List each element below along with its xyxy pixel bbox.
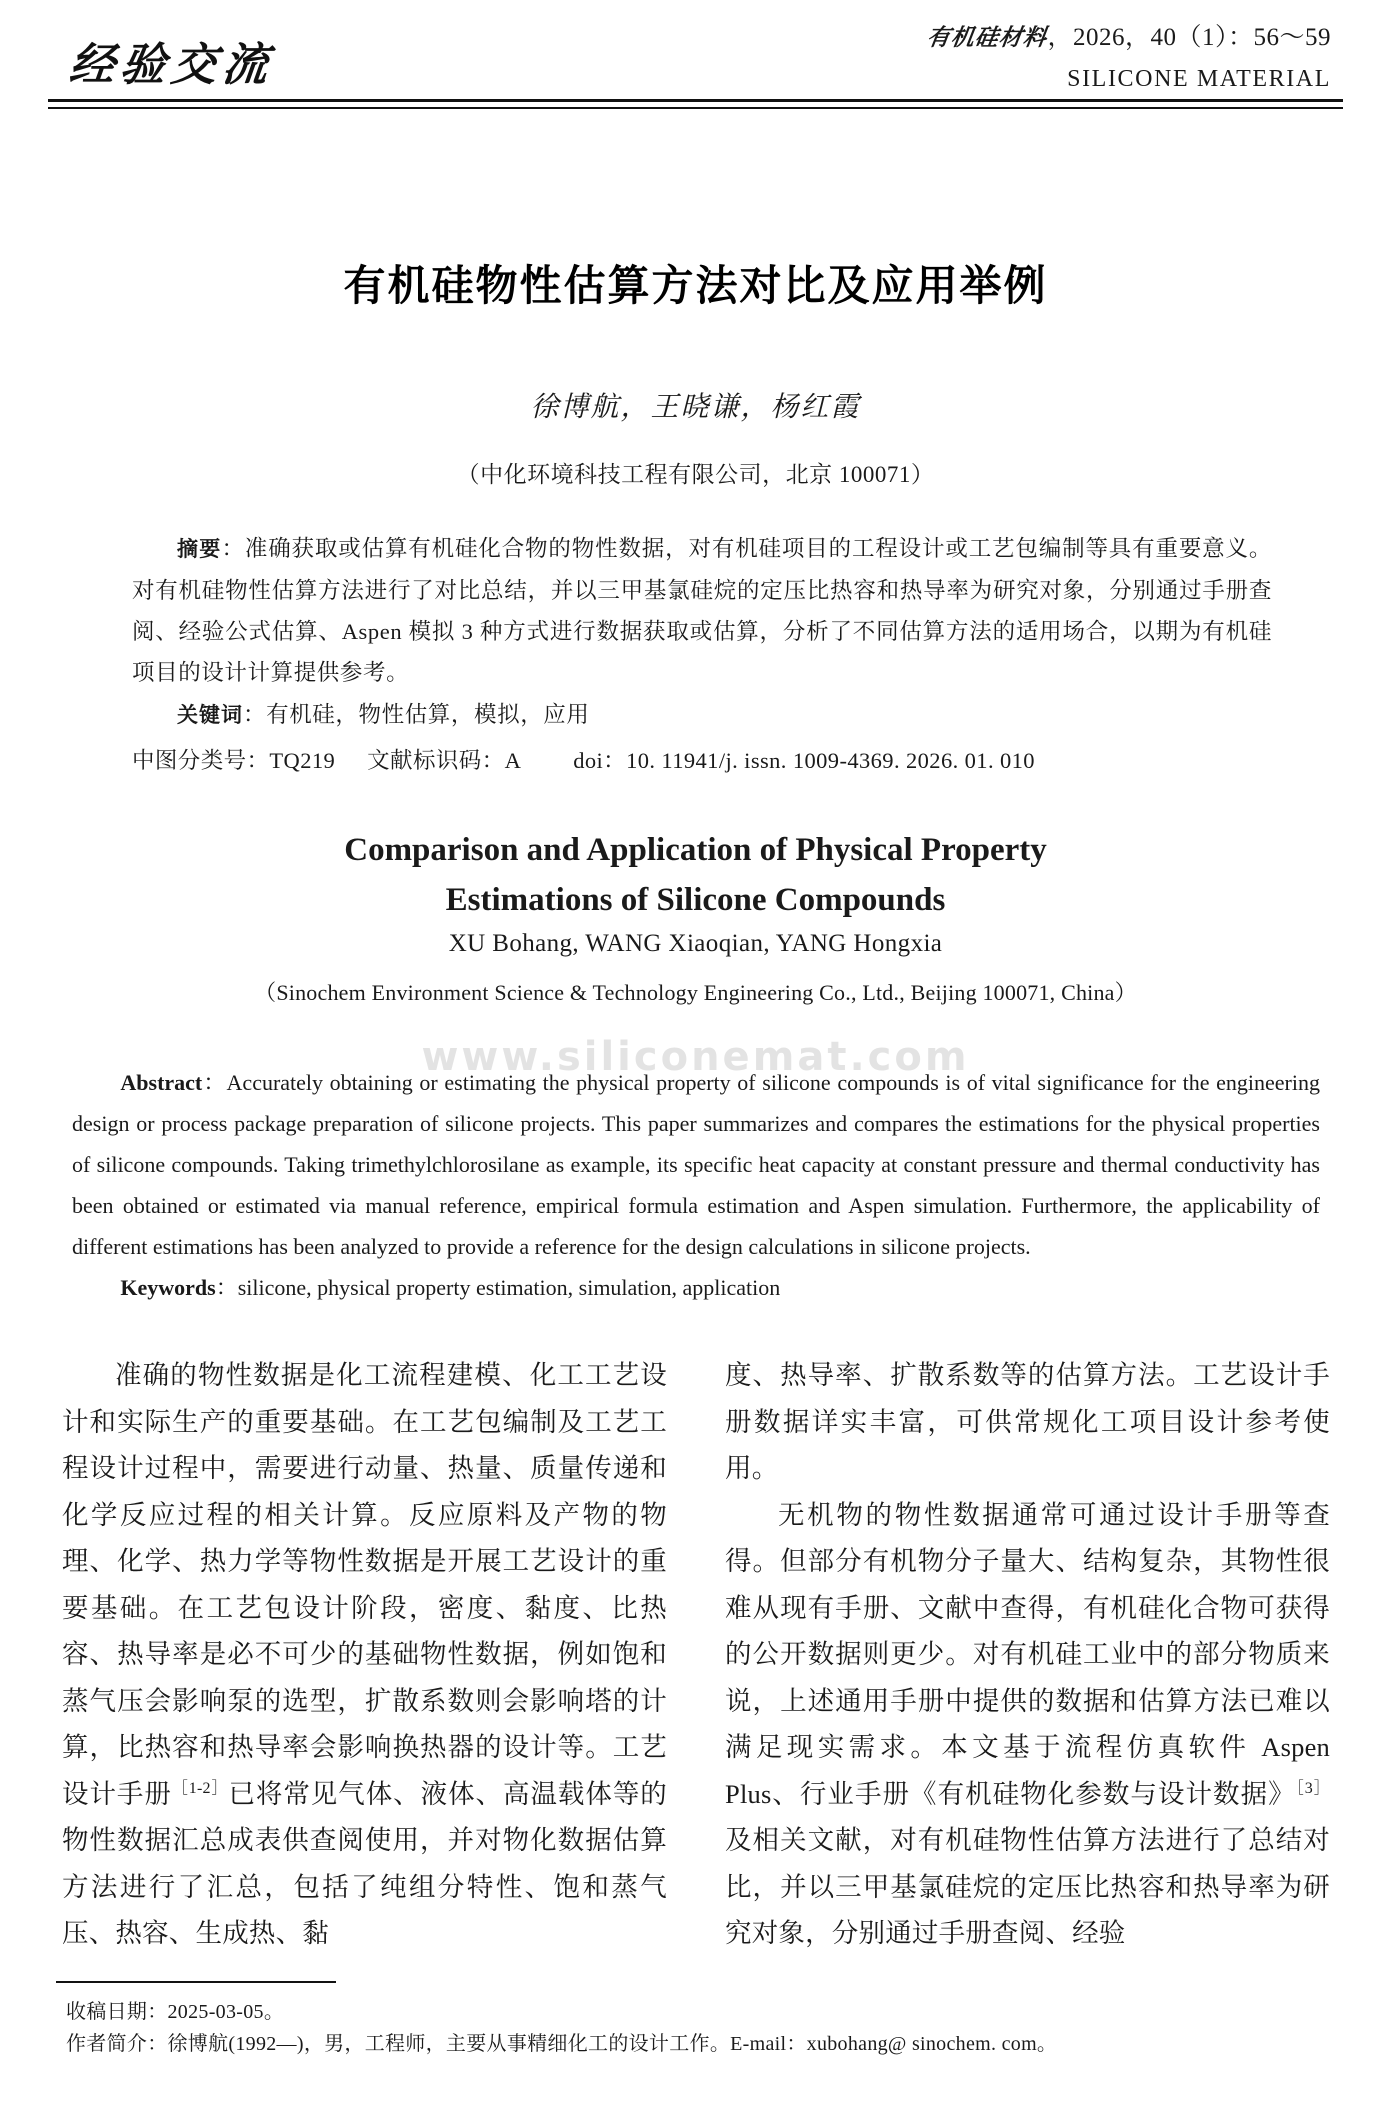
doc-code-value: A (504, 748, 522, 773)
abstract-label-en: Abstract (120, 1070, 203, 1095)
keywords-label-cn: 关键词 (177, 703, 243, 727)
abstract-text-cn: ：准确获取或估算有机硅化合物的物性数据，对有机硅项目的工程设计或工艺包编制等具有重要意义。对有机硅物性估算方法进行了对比总结，并以三甲基氯硅烷的定压比热容和热导率为研究对象，分别通过手册查阅、经验公式估算、Aspen 模拟 3 种方式进行数据获取或估算，分析了不同估算方法的适用场合，以期为有机硅项目的设计计算提供参考。 (132, 536, 1272, 685)
body-right-text-2b: 及相关文献，对有机硅物性估算方法进行了总结对比，并以三甲基氯硅烷的定压比热容和热导率为研究对象，分别通过手册查阅、经验 (725, 1825, 1330, 1948)
received-date-value: 2025-03-05。 (167, 2001, 285, 2023)
received-date-line (66, 1996, 1316, 2028)
keywords-cn (132, 694, 1272, 736)
footnote-divider (56, 1981, 336, 1983)
section-name: 经验交流 (66, 40, 277, 90)
running-head (66, 20, 1331, 98)
body-right-text-2a: 无机物的物性数据通常可通过设计手册等查得。但部分有机物分子量大、结构复杂，其物性很难从现有手册、文献中查得，有机硅化合物可获得的公开数据则更少。对有机硅工业中的部分物质来说，上述通用手册中提供的数据和估算方法已难以满足现实需求。本文基于流程仿真软件 Aspen Plus、行业手册《有机硅物化参数与设计数据》 (725, 1499, 1330, 1809)
journal-citation-line (927, 20, 1331, 56)
keywords-label-en: Keywords (120, 1275, 216, 1300)
journal-name-cn: 有机硅材料 (925, 25, 1050, 50)
keywords-text-cn: ：有机硅，物性估算，模拟，应用 (243, 702, 590, 727)
body-right-text-1: 度、热导率、扩散系数等的估算方法。工艺设计手册数据详实丰富，可供常规化工项目设计参考使用。 (725, 1360, 1330, 1483)
footnote-block (66, 1996, 1316, 2060)
author-bio-label: 作者简介： (66, 2033, 168, 2055)
classification-line (132, 742, 1312, 780)
keywords-text-en: ：silicone, physical property estimation, simulation, application (215, 1275, 781, 1300)
body-left-text-cont: 已将常见气体、液体、高温载体等的物性数据汇总成表供查阅使用，并对物化数据估算方法进行了汇总，包括了纯组分特性、饱和蒸气压、热容、生成热、黏 (62, 1778, 667, 1948)
author-bio-value: 徐博航(1992—)，男，工程师，主要从事精细化工的设计工作。E-mail：xubohang@ sinochem. com。 (167, 2033, 1058, 2055)
body-column-left (62, 1352, 667, 1948)
body-left-text: 准确的物性数据是化工流程建模、化工工艺设计和实际生产的重要基础。在工艺包编制及工艺工程设计过程中，需要进行动量、热量、质量传递和化学反应过程的相关计算。反应原料及产物的物理、化学、热力学等物性数据是开展工艺设计的重要基础。在工艺包设计阶段，密度、黏度、比热容、热导率是必不可少的基础物性数据，例如饱和蒸气压会影响泵的选型，扩散系数则会影响塔的计算，比热容和热导率会影响换热器的设计等。工艺设计手册 (62, 1360, 667, 1809)
reference-marker[interactable]: ［1-2］ (171, 1779, 229, 1797)
abstract-cn (132, 528, 1272, 693)
page-title-en-line2: Estimations of Silicone Compounds (445, 882, 946, 918)
body-column-right (725, 1352, 1330, 1948)
received-date-label: 收稿日期： (66, 2001, 168, 2023)
journal-info (927, 20, 1331, 97)
abstract-text-en: ：Accurately obtaining or estimating the physical property of silicone compounds is of vital significance for the engineering design or process package preparation of silicone projects. This paper summarizes and compares the estimations for the physical properties of silicone compounds. Taking trimethylchlorosilane as example, its specific heat capacity at constant pressure and thermal conductivity has been obtained or estimated via manual reference, empirical formula estimation and Aspen simulation. Furthermore, the applicability of different estimations has been analyzed to provide a reference for the design calculations in silicone projects. (72, 1070, 1320, 1259)
site-watermark: www.siliconemat.com (421, 1034, 970, 1080)
doc-code-label: 文献标识码： (367, 748, 505, 773)
page-title-cn: 有机硅物性估算方法对比及应用举例 (343, 261, 1048, 310)
doi-value: doi：10. 11941/j. issn. 1009-4369. 2026. 01. 010 (573, 748, 1035, 773)
clc-label: 中图分类号： (132, 748, 270, 773)
journal-name-en: SILICONE MATERIAL (1067, 66, 1331, 93)
header-divider (48, 99, 1343, 109)
author-bio-line (66, 2028, 1316, 2060)
journal-citation-detail: ，2026，40（1）：56～59 (1047, 24, 1331, 51)
affiliation-cn: （中化环境科技工程有限公司，北京 100071） (456, 462, 935, 487)
authors-en: XU Bohang, WANG Xiaoqian, YANG Hongxia (448, 930, 943, 957)
body-columns (62, 1352, 1330, 1948)
abstract-en (72, 1062, 1320, 1267)
page-title-en (150, 825, 1241, 925)
page-title-en-line1: Comparison and Application of Physical Property (344, 832, 1047, 868)
body-paragraph (62, 1352, 667, 1957)
body-paragraph (725, 1492, 1330, 1957)
body-paragraph (725, 1352, 1330, 1492)
clc-value: TQ219 (269, 748, 336, 773)
reference-marker[interactable]: ［3］ (1295, 1779, 1330, 1797)
affiliation-en: （Sinochem Environment Science & Technology Engineering Co., Ltd., Beijing 100071, China） (254, 980, 1137, 1005)
authors-cn: 徐博航，王晓谦，杨红霞 (530, 392, 861, 423)
keywords-en (72, 1267, 1320, 1308)
abstract-label-cn: 摘要 (177, 537, 222, 561)
